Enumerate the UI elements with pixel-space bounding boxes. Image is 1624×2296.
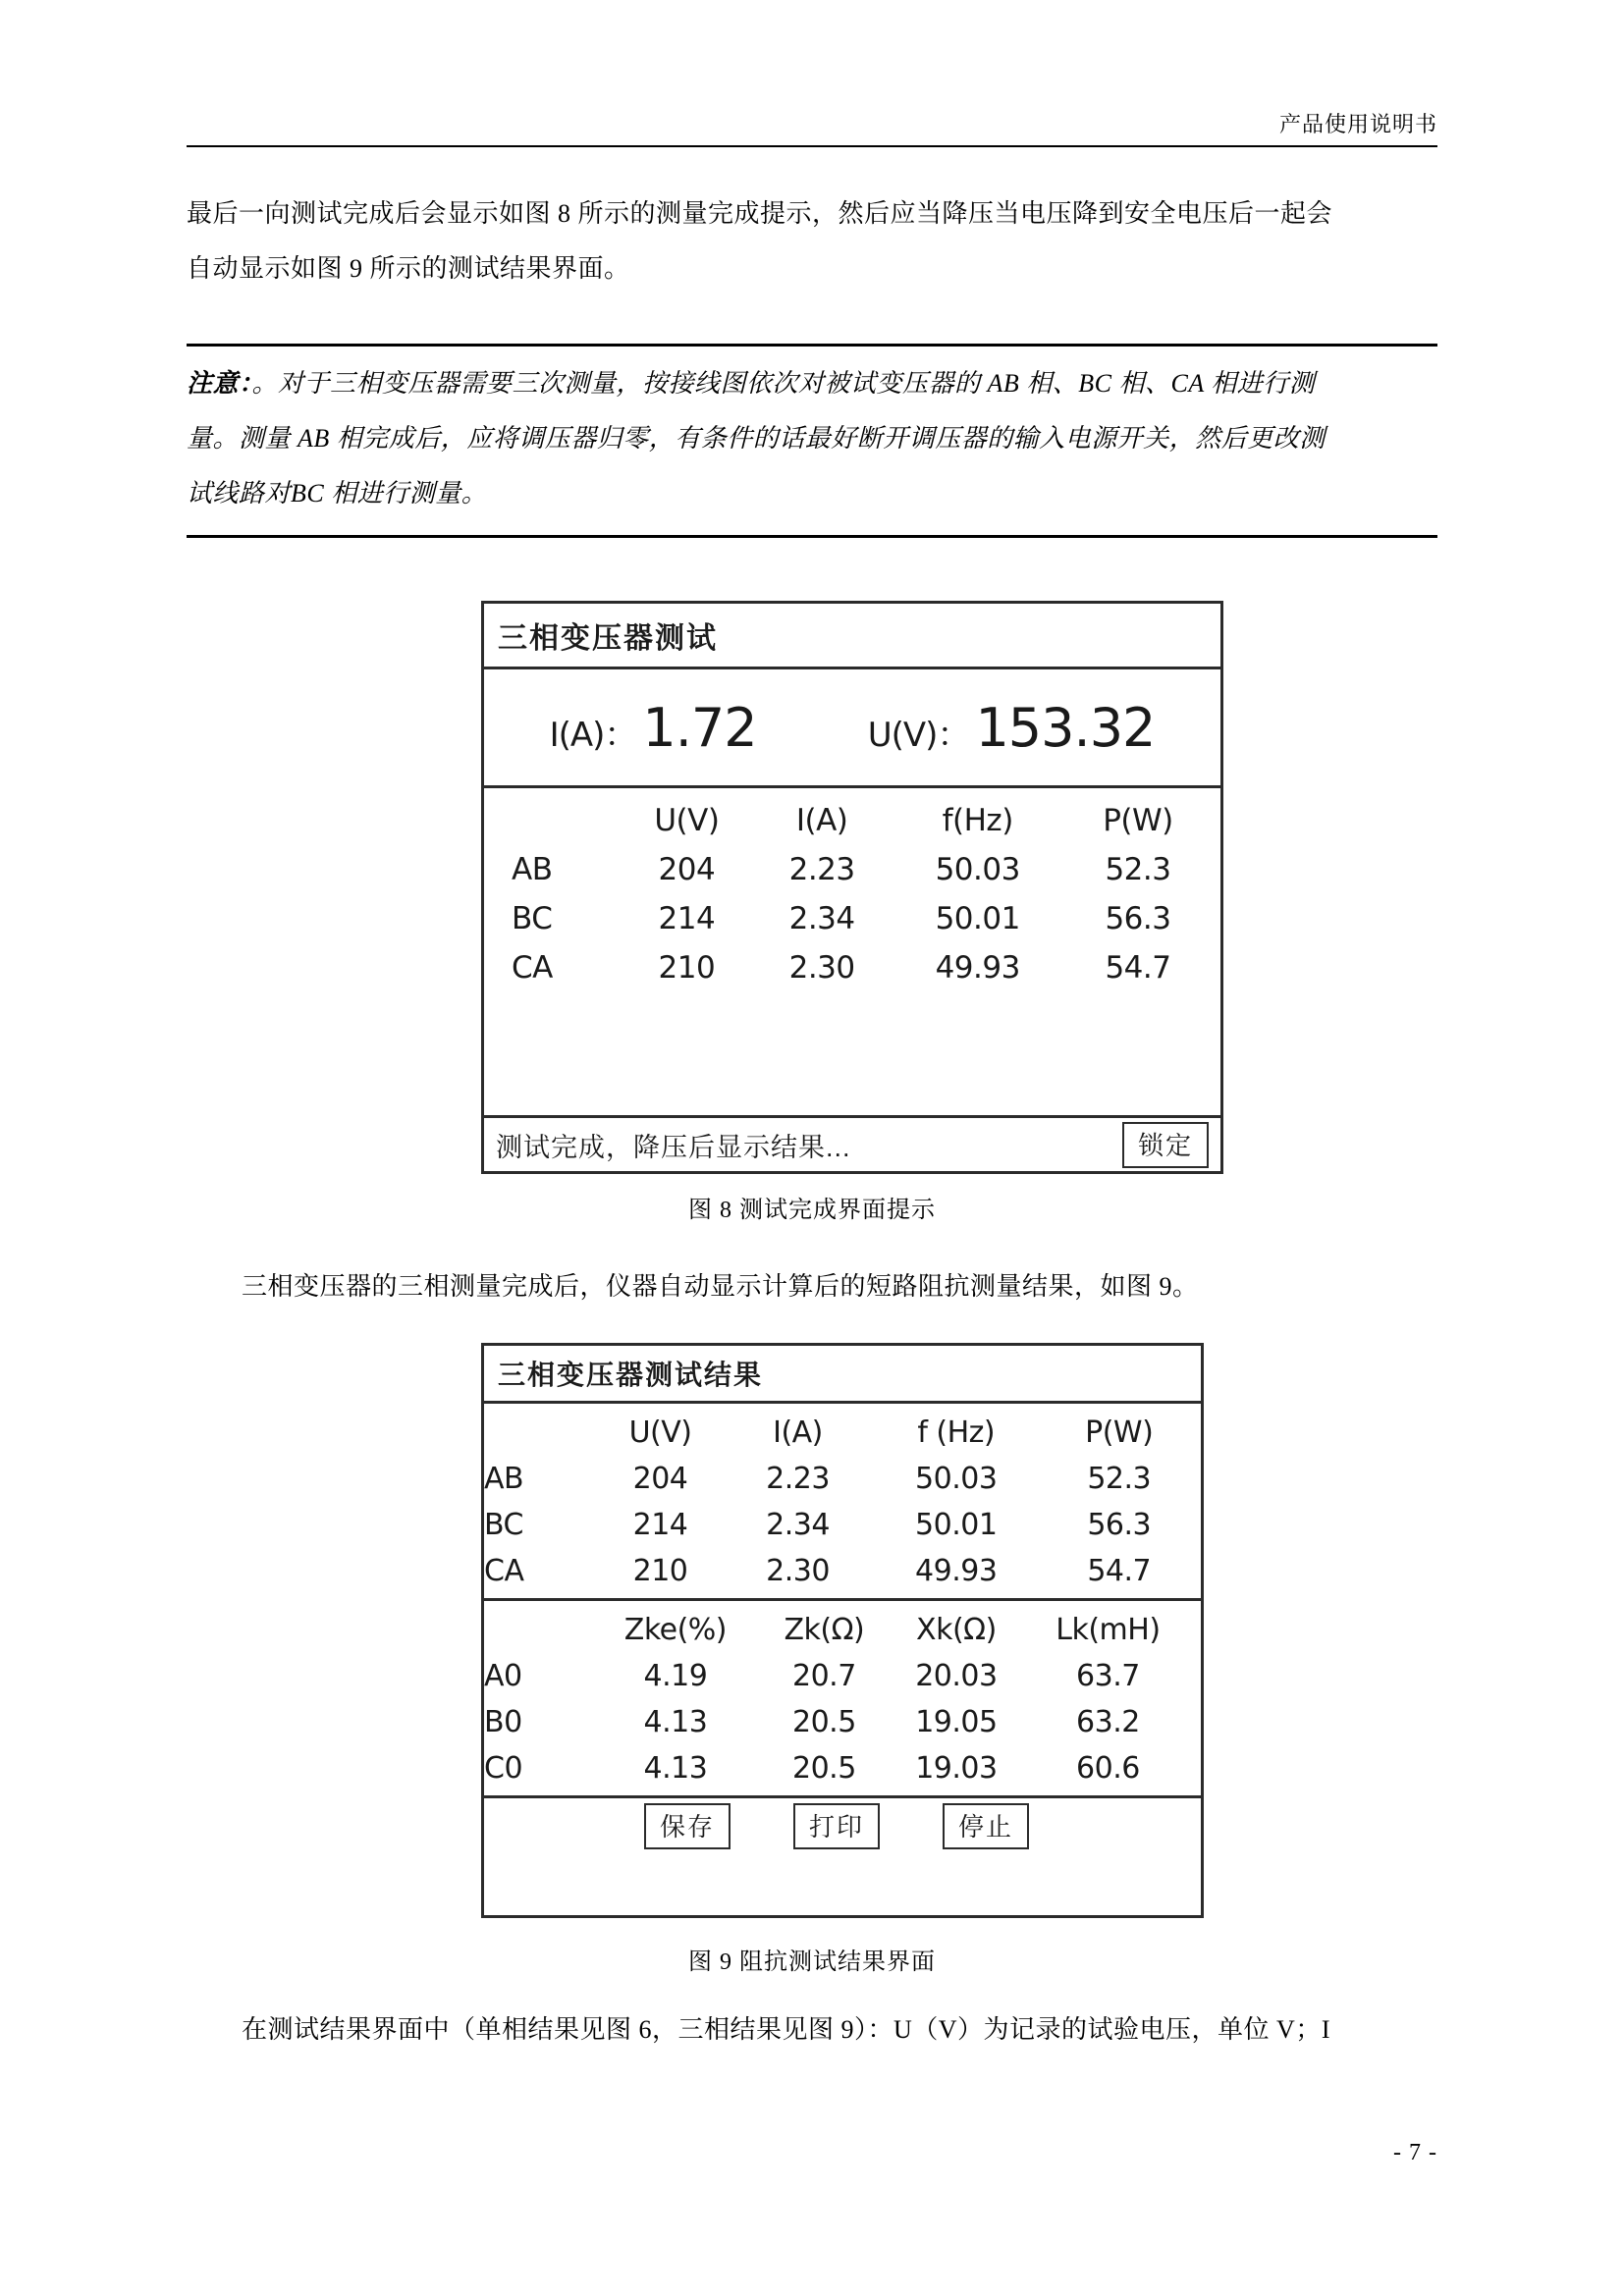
figure-9-impedance-table-wrap [484,1601,1201,1795]
figure-9-t1-col-2: I(A) [773,1415,823,1450]
figure-9-t1-r1-c1: 214 [632,1508,688,1542]
table-header-row [484,796,1211,845]
figure-8-r2-c3: 49.93 [935,950,1020,986]
note-line-1-text: 。对于三相变压器需要三次测量，按接线图依次对被试变压器的 AB 相、BC 相、CA 相进行测 [251,369,1316,398]
figure-9-t1-r2-c1: 210 [632,1554,688,1588]
figure-8-measurement-table-wrap [484,788,1220,998]
figure-8-r0-c0: AB [512,852,553,887]
table-row [484,1456,1193,1502]
figure-8-live-readout [484,669,1220,788]
figure-9-t1-col-1: U(V) [628,1415,692,1450]
figure-9-t2-r1-c2: 20.5 [791,1705,856,1739]
figure-8-col-0 [484,796,620,845]
stop-button[interactable]: 停止 [943,1803,1029,1849]
figure-8-r0-c2: 2.23 [788,852,855,887]
table-row [484,1699,1193,1745]
figure-9-t2-r2-c1: 4.13 [643,1751,708,1786]
figure-9-t2-r1-c3: 19.05 [915,1705,998,1739]
figure-9-screen-title: 三相变压器测试结果 [484,1346,1201,1404]
figure-8-r1-c4: 56.3 [1105,901,1171,936]
intro-paragraph-line-2: 自动显示如图 9 所示的测试结果界面。 [187,254,630,283]
figure-9-button-bar [484,1795,1201,1853]
figure-9-t2-r1-c4: 63.2 [1076,1705,1140,1739]
figure-8-r1-c1: 214 [658,901,716,936]
figure-8-instrument-screen [481,601,1223,1174]
figure-9-t2-col-2: Zk(Ω) [784,1613,865,1647]
table-header-row [484,1410,1193,1456]
figure-8-r2-c4: 54.7 [1105,950,1171,986]
note-line-2: 量。测量 AB 相完成后，应将调压器归零，有条件的话最好断开调压器的输入电源开关，然后更改测 [187,424,1326,453]
figure-8-r2-c2: 2.30 [788,950,855,986]
figure-9-t1-r2-c2: 2.30 [766,1554,830,1588]
table-header-row [484,1607,1193,1653]
figure-8-col-1: U(V) [654,803,720,838]
table-row [484,1548,1193,1594]
body-paragraph-2: 三相变压器的三相测量完成后，仪器自动显示计算后的短路阻抗测量结果，如图 9。 [242,1272,1199,1301]
note-bottom-divider [187,535,1437,538]
figure-9-t1-col-0 [484,1410,592,1456]
figure-9-measurement-table [484,1410,1193,1594]
figure-8-voltage-readout [868,697,1156,759]
figure-8-status-bar [484,1115,1220,1171]
figure-9-caption: 图 9 阻抗测试结果界面 [688,1949,936,1975]
note-line-3: 试线路对BC 相进行测量。 [187,479,488,507]
figure-8-status-text: 测试完成，降压后显示结果... [496,1132,851,1162]
note-label: 注意： [187,369,252,398]
figure-8-voltage-label: U(V)： [867,715,970,755]
table-row [484,943,1211,992]
figure-9-t1-r2-c4: 54.7 [1087,1554,1152,1588]
figure-9-t1-r2-c3: 49.93 [915,1554,998,1588]
note-body [187,347,1437,525]
figure-9-t2-r0-c0: A0 [484,1659,522,1693]
figure-9-t2-col-1: Zke(%) [623,1613,728,1647]
table-row [484,894,1211,943]
figure-9-impedance-table [484,1607,1193,1791]
figure-8-col-4: P(W) [1103,803,1173,838]
figure-9-t1-r1-c3: 50.01 [915,1508,998,1542]
figure-9-t1-r1-c4: 56.3 [1087,1508,1152,1542]
figure-8-r0-c4: 52.3 [1105,852,1171,887]
figure-9-t2-col-4: Lk(mH) [1056,1613,1161,1647]
figure-9-t1-r0-c2: 2.23 [766,1462,830,1496]
table-row [484,1745,1193,1791]
figure-9-instrument-screen [481,1343,1204,1918]
figure-8-measurement-table [484,796,1211,992]
figure-8-col-3: f(Hz) [942,803,1013,838]
table-row [484,1502,1193,1548]
note-line-1 [187,356,1437,411]
figure-9-t2-r2-c3: 19.03 [915,1751,998,1786]
figure-9-t1-r0-c1: 204 [632,1462,688,1496]
table-row [484,1653,1193,1699]
intro-paragraph [187,187,1437,296]
figure-9-t2-r0-c3: 20.03 [915,1659,998,1693]
figure-9-t1-col-3: f (Hz) [917,1415,996,1450]
figure-9-t2-r2-c2: 20.5 [791,1751,856,1786]
print-button[interactable]: 打印 [793,1803,880,1849]
figure-8-r1-c0: BC [512,901,553,936]
figure-8-current-label: I(A)： [549,715,637,755]
intro-paragraph-line-1: 最后一向测试完成后会显示如图 8 所示的测量完成提示，然后应当降压当电压降到安全电压后一起会 [187,199,1333,228]
body-paragraph-3: 在测试结果界面中（单相结果见图 6，三相结果见图 9）：U（V）为记录的试验电压，单位 V；I [242,2015,1330,2044]
figure-9-t2-r0-c2: 20.7 [791,1659,856,1693]
figure-8-caption: 图 8 测试完成界面提示 [688,1198,936,1223]
figure-9-t1-r0-c3: 50.03 [915,1462,998,1496]
figure-8-r1-c2: 2.34 [788,901,855,936]
table-row [484,845,1211,894]
header-divider [187,145,1437,147]
figure-9-measurement-table-wrap [484,1404,1201,1598]
figure-8-screen-title: 三相变压器测试 [484,604,1220,669]
figure-9-t2-col-3: Xk(Ω) [916,1613,997,1647]
figure-9-t1-r0-c4: 52.3 [1087,1462,1152,1496]
figure-8-r0-c1: 204 [658,852,716,887]
figure-9-t2-r1-c0: B0 [484,1705,522,1739]
figure-9-t2-col-0 [484,1607,592,1653]
figure-9-t1-r2-c0: CA [484,1554,524,1588]
figure-8-current-readout [550,697,757,759]
figure-9-t2-r2-c0: C0 [484,1751,523,1786]
figure-9-t1-col-4: P(W) [1085,1415,1154,1450]
figure-8-r1-c3: 50.01 [935,901,1020,936]
figure-8-current-value: 1.72 [642,696,757,759]
note-block [187,344,1437,538]
lock-button[interactable]: 锁定 [1122,1122,1209,1168]
figure-8-voltage-value: 153.32 [975,696,1156,759]
figure-8-r2-c0: CA [512,950,553,986]
figure-9-t1-r1-c0: BC [484,1508,524,1542]
figure-8-r2-c1: 210 [658,950,716,986]
figure-8-col-2: I(A) [795,803,848,838]
figure-9-t2-r0-c4: 63.7 [1076,1659,1140,1693]
figure-9-t2-r1-c1: 4.13 [643,1705,708,1739]
page-header: 产品使用说明书 [1278,112,1437,136]
figure-9-t1-r1-c2: 2.34 [766,1508,830,1542]
figure-9-t2-r2-c4: 60.6 [1076,1751,1140,1786]
figure-8-r0-c3: 50.03 [935,852,1020,887]
save-button[interactable]: 保存 [644,1803,731,1849]
figure-9-t1-r0-c0: AB [484,1462,524,1496]
figure-9-t2-r0-c1: 4.19 [643,1659,708,1693]
page-number: - 7 - [1393,2140,1437,2165]
